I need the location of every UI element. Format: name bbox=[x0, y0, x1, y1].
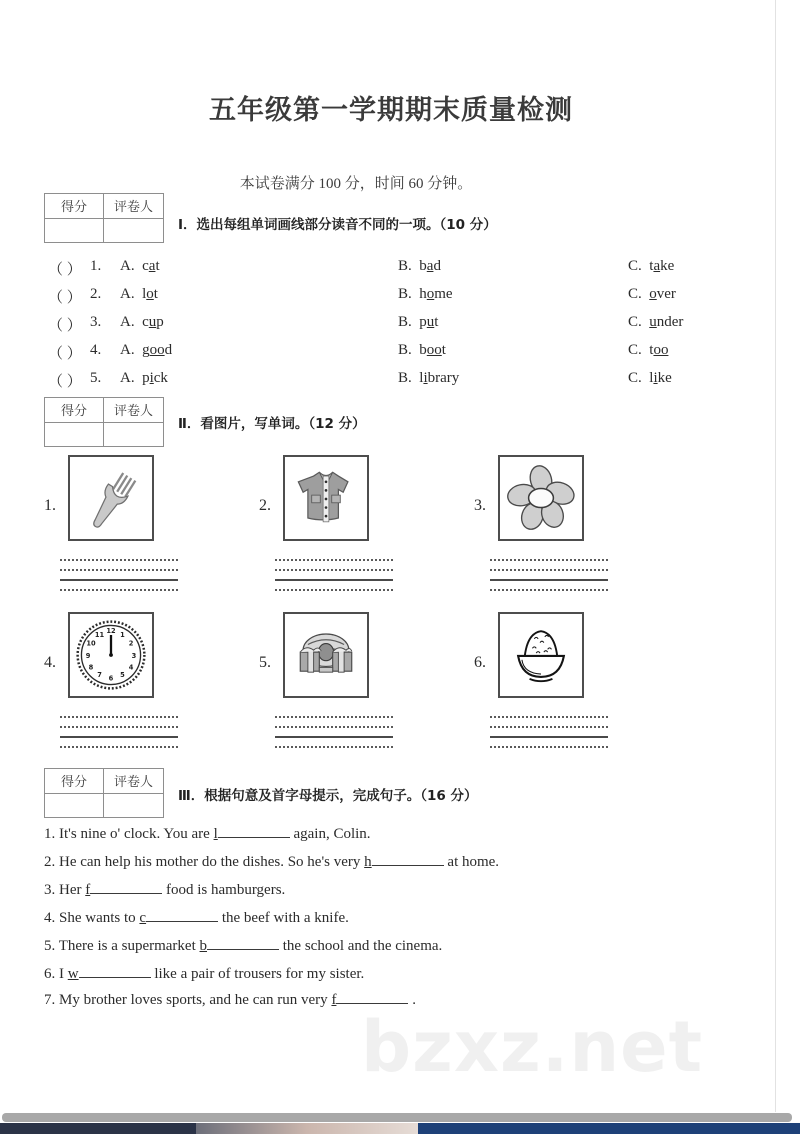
mc-b-underlined: i bbox=[423, 370, 428, 386]
mc-question-1 bbox=[48, 258, 748, 280]
mc-a-pre: p bbox=[142, 370, 150, 386]
svg-text:9: 9 bbox=[85, 651, 91, 660]
scorebox-header-row bbox=[45, 194, 163, 219]
fib-blank[interactable] bbox=[218, 837, 290, 838]
guide-line-2 bbox=[275, 726, 393, 728]
preview-strip-middle bbox=[196, 1123, 418, 1134]
mc-a-pre: c bbox=[142, 314, 149, 330]
svg-text:6: 6 bbox=[108, 674, 114, 683]
mc-a-post: d bbox=[164, 342, 173, 358]
mc-option-a-label: A. bbox=[120, 314, 135, 330]
mc-c-pre: t bbox=[649, 258, 654, 274]
fib-text-before: I bbox=[59, 966, 68, 982]
mc-answer-paren[interactable]: （ ） bbox=[48, 290, 82, 306]
section-heading-3: Ⅲ．根据句意及首字母提示，完成句子。（16 分） bbox=[178, 788, 478, 804]
mc-c-pre: l bbox=[649, 370, 654, 386]
mc-b-pre: h bbox=[419, 286, 427, 302]
mc-option-c[interactable] bbox=[628, 314, 683, 331]
mc-option-c[interactable] bbox=[628, 286, 676, 303]
scorebox-header-row bbox=[45, 769, 163, 794]
fib-item-5 bbox=[44, 938, 442, 955]
mc-option-c-label: C. bbox=[628, 314, 642, 330]
picture-item-6 bbox=[474, 612, 674, 762]
fib-number: 6. bbox=[44, 966, 56, 982]
fib-text-before: There is a supermarket bbox=[58, 938, 200, 954]
mc-option-b-label: B. bbox=[398, 258, 412, 274]
mc-b-post: d bbox=[433, 258, 441, 274]
fib-item-2 bbox=[44, 854, 499, 871]
picture-frame bbox=[283, 455, 369, 541]
handwriting-guide[interactable] bbox=[490, 716, 608, 750]
guide-line-3-baseline bbox=[60, 736, 178, 738]
picture-item-3 bbox=[474, 455, 674, 605]
mc-a-post: t bbox=[155, 258, 160, 274]
scorebox-value-grader[interactable] bbox=[104, 219, 163, 243]
mc-answer-paren[interactable]: （ ） bbox=[48, 318, 82, 334]
fib-text-before: He can help his mother do the dishes. So he's very bbox=[59, 854, 365, 870]
picture-frame bbox=[498, 612, 584, 698]
mc-option-a[interactable] bbox=[120, 258, 160, 275]
guide-line-1 bbox=[60, 716, 178, 718]
guide-line-3-baseline bbox=[490, 736, 608, 738]
mc-option-a[interactable] bbox=[120, 342, 172, 359]
fib-lead-letter: f bbox=[85, 882, 91, 898]
mc-number: 3. bbox=[90, 314, 102, 330]
mc-option-a-label: A. bbox=[120, 370, 135, 386]
preview-strip-right bbox=[418, 1123, 800, 1134]
rice-bowl-icon bbox=[500, 614, 582, 696]
mc-option-b-label: B. bbox=[398, 342, 412, 358]
guide-line-3-baseline bbox=[60, 579, 178, 581]
scorebox-value-score[interactable] bbox=[45, 794, 104, 818]
mc-c-post: nder bbox=[656, 314, 684, 330]
fib-text-after: the school and the cinema. bbox=[279, 938, 443, 954]
scorebox-header-row bbox=[45, 398, 163, 423]
exam-subtitle: 本试卷满分 100 分，时间 60 分钟。 bbox=[239, 176, 473, 192]
mc-a-pre: g bbox=[142, 342, 150, 358]
fib-number: 2. bbox=[44, 854, 56, 870]
fib-blank[interactable] bbox=[372, 865, 444, 866]
shirt-icon bbox=[285, 457, 367, 539]
guide-line-4 bbox=[275, 746, 393, 748]
guide-line-3-baseline bbox=[275, 736, 393, 738]
fib-text-before: She wants to bbox=[59, 910, 140, 926]
mc-number: 2. bbox=[90, 286, 102, 302]
fib-blank[interactable] bbox=[79, 977, 151, 978]
guide-line-4 bbox=[490, 746, 608, 748]
picture-item-2 bbox=[259, 455, 459, 605]
guide-line-2 bbox=[490, 726, 608, 728]
mc-option-c-label: C. bbox=[628, 342, 642, 358]
mc-a-post: p bbox=[156, 314, 164, 330]
fib-item-1 bbox=[44, 826, 371, 843]
picture-item-1 bbox=[44, 455, 244, 605]
fork-icon bbox=[70, 457, 152, 539]
mc-option-c-label: C. bbox=[628, 258, 642, 274]
mc-c-underlined: i bbox=[653, 370, 658, 386]
mc-option-c-label: C. bbox=[628, 370, 642, 386]
mc-c-underlined: o bbox=[649, 286, 657, 302]
picture-index: 6. bbox=[474, 654, 486, 671]
supermarket-icon bbox=[285, 614, 367, 696]
mc-a-underlined: o bbox=[146, 286, 154, 302]
fib-text-before: My brother loves sports, and he can run very bbox=[59, 992, 332, 1008]
picture-index: 5. bbox=[259, 654, 271, 671]
mc-option-b[interactable] bbox=[398, 370, 459, 387]
svg-text:3: 3 bbox=[131, 651, 137, 660]
mc-question-2 bbox=[48, 286, 748, 308]
fib-text-after: like a pair of trousers for my sister. bbox=[150, 966, 365, 982]
mc-a-post: t bbox=[153, 286, 158, 302]
mc-number: 1. bbox=[90, 258, 102, 274]
mc-option-a[interactable] bbox=[120, 286, 158, 303]
guide-line-3-baseline bbox=[275, 579, 393, 581]
mc-b-post: brary bbox=[427, 370, 460, 386]
fib-lead-letter: w bbox=[67, 966, 79, 982]
fib-lead-letter: b bbox=[199, 938, 208, 954]
mc-b-underlined: a bbox=[426, 258, 434, 274]
flower-icon bbox=[500, 457, 582, 539]
scorebox-header-score: 得分 bbox=[45, 398, 104, 422]
mc-b-underlined: o bbox=[426, 286, 435, 302]
fib-lead-letter: h bbox=[364, 854, 372, 870]
mc-option-b[interactable] bbox=[398, 286, 453, 303]
svg-text:5: 5 bbox=[120, 670, 125, 679]
mc-option-a-label: A. bbox=[120, 258, 135, 274]
mc-c-underlined: oo bbox=[653, 342, 669, 358]
fib-number: 4. bbox=[44, 910, 56, 926]
fib-number: 7. bbox=[44, 992, 56, 1008]
guide-line-3-baseline bbox=[490, 579, 608, 581]
mc-option-c-label: C. bbox=[628, 286, 642, 302]
mc-question-3 bbox=[48, 314, 748, 336]
picture-frame bbox=[498, 455, 584, 541]
mc-c-post: ke bbox=[660, 258, 675, 274]
svg-text:10: 10 bbox=[86, 639, 96, 648]
fib-blank[interactable] bbox=[336, 1003, 408, 1004]
picture-index: 3. bbox=[474, 497, 486, 514]
mc-number: 5. bbox=[90, 370, 102, 386]
fib-blank[interactable] bbox=[146, 921, 218, 922]
scorebox-value-row bbox=[45, 219, 163, 243]
page-title: 五年级第一学期期末质量检测 bbox=[209, 95, 573, 126]
mc-answer-paren[interactable]: （ ） bbox=[48, 374, 82, 390]
handwriting-guide[interactable] bbox=[60, 716, 178, 750]
site-watermark: bzxz.net bbox=[361, 1006, 704, 1088]
scorebox-header-grader: 评卷人 bbox=[113, 403, 153, 419]
guide-line-4 bbox=[490, 589, 608, 591]
mc-option-c[interactable] bbox=[628, 342, 668, 359]
mc-option-b[interactable] bbox=[398, 314, 438, 331]
picture-index: 2. bbox=[259, 497, 271, 514]
mc-a-pre: l bbox=[142, 286, 147, 302]
mc-c-underlined: a bbox=[653, 258, 661, 274]
mc-a-underlined: u bbox=[148, 314, 157, 330]
scorebox-header-grader: 评卷人 bbox=[113, 774, 153, 790]
guide-line-1 bbox=[275, 716, 393, 718]
fib-text-after: the beef with a knife. bbox=[218, 910, 349, 926]
svg-text:8: 8 bbox=[88, 663, 94, 672]
picture-frame bbox=[68, 455, 154, 541]
mc-b-post: me bbox=[434, 286, 453, 302]
scorebox-section-3 bbox=[44, 768, 164, 818]
svg-text:4: 4 bbox=[128, 663, 134, 672]
mc-b-post: t bbox=[434, 314, 439, 330]
mc-a-pre: c bbox=[142, 258, 149, 274]
mc-c-post: ke bbox=[657, 370, 672, 386]
mc-a-post: ck bbox=[153, 370, 168, 386]
picture-item-5 bbox=[259, 612, 459, 762]
picture-item-4 bbox=[44, 612, 244, 762]
guide-line-1 bbox=[490, 716, 608, 718]
handwriting-guide[interactable] bbox=[60, 559, 178, 593]
mc-option-a[interactable] bbox=[120, 314, 164, 331]
scorebox-header-grader: 评卷人 bbox=[113, 199, 153, 215]
mc-a-underlined: i bbox=[149, 370, 154, 386]
scorebox-value-grader[interactable] bbox=[104, 423, 163, 447]
fib-blank[interactable] bbox=[207, 949, 279, 950]
scorebox-value-row bbox=[45, 423, 163, 447]
fib-text-after: . bbox=[408, 992, 416, 1008]
section-heading-2: Ⅱ．看图片，写单词。（12 分） bbox=[178, 416, 366, 432]
mc-number: 4. bbox=[90, 342, 102, 358]
scorebox-value-row bbox=[45, 794, 163, 818]
scorebox-value-score[interactable] bbox=[45, 423, 104, 447]
mc-option-a-label: A. bbox=[120, 342, 135, 358]
guide-line-1 bbox=[60, 559, 178, 561]
mc-a-underlined: oo bbox=[149, 342, 165, 358]
mc-option-a-label: A. bbox=[120, 286, 135, 302]
guide-line-1 bbox=[275, 559, 393, 561]
fib-lead-letter: c bbox=[139, 910, 147, 926]
guide-line-1 bbox=[490, 559, 608, 561]
mc-answer-paren[interactable]: （ ） bbox=[48, 262, 82, 278]
handwriting-guide[interactable] bbox=[275, 559, 393, 593]
mc-b-pre: b bbox=[419, 258, 427, 274]
mc-b-underlined: oo bbox=[426, 342, 442, 358]
scorebox-section-2 bbox=[44, 397, 164, 447]
mc-b-underlined: u bbox=[426, 314, 435, 330]
mc-answer-paren[interactable]: （ ） bbox=[48, 346, 82, 362]
mc-a-underlined: a bbox=[148, 258, 156, 274]
fib-item-6 bbox=[44, 966, 364, 983]
scorebox-value-score[interactable] bbox=[45, 219, 104, 243]
picture-frame bbox=[283, 612, 369, 698]
mc-option-b-label: B. bbox=[398, 286, 412, 302]
picture-index: 1. bbox=[44, 497, 56, 514]
guide-line-4 bbox=[60, 746, 178, 748]
guide-line-2 bbox=[490, 569, 608, 571]
mc-option-c[interactable] bbox=[628, 370, 672, 387]
fib-text-before: It's nine o' clock. You are bbox=[59, 826, 214, 842]
svg-text:1: 1 bbox=[120, 630, 125, 639]
guide-line-2 bbox=[275, 569, 393, 571]
section-heading-1: Ⅰ．选出每组单词画线部分读音不同的一项。（10 分） bbox=[178, 217, 497, 233]
mc-b-pre: l bbox=[419, 370, 424, 386]
mc-option-b[interactable] bbox=[398, 342, 446, 359]
horizontal-scrollbar[interactable] bbox=[2, 1113, 792, 1122]
next-page-preview-strip bbox=[0, 1123, 800, 1134]
fib-text-after: again, Colin. bbox=[289, 826, 371, 842]
handwriting-guide[interactable] bbox=[490, 559, 608, 593]
mc-b-pre: b bbox=[419, 342, 427, 358]
svg-text:2: 2 bbox=[128, 639, 134, 648]
fib-item-3 bbox=[44, 882, 285, 899]
svg-text:11: 11 bbox=[94, 630, 105, 639]
fib-blank[interactable] bbox=[90, 893, 162, 894]
fib-number: 5. bbox=[44, 938, 56, 954]
scorebox-value-grader[interactable] bbox=[104, 794, 163, 818]
fib-number: 1. bbox=[44, 826, 56, 842]
fib-text-before: Her bbox=[59, 882, 86, 898]
picture-frame bbox=[68, 612, 154, 698]
fib-lead-letter: f bbox=[331, 992, 337, 1008]
guide-line-4 bbox=[275, 589, 393, 591]
mc-c-post: ver bbox=[656, 286, 676, 302]
mc-option-b-label: B. bbox=[398, 370, 412, 386]
fib-item-4 bbox=[44, 910, 349, 927]
handwriting-guide[interactable] bbox=[275, 716, 393, 750]
guide-line-2 bbox=[60, 726, 178, 728]
svg-text:7: 7 bbox=[97, 670, 102, 679]
mc-c-pre: t bbox=[649, 342, 654, 358]
mc-c-underlined: u bbox=[649, 314, 657, 330]
mc-b-pre: p bbox=[419, 314, 427, 330]
mc-question-4 bbox=[48, 342, 748, 364]
mc-question-5 bbox=[48, 370, 748, 392]
picture-index: 4. bbox=[44, 654, 56, 671]
fib-number: 3. bbox=[44, 882, 56, 898]
mc-b-post: t bbox=[441, 342, 446, 358]
clock-icon bbox=[70, 614, 152, 696]
fib-lead-letter: l bbox=[213, 826, 218, 842]
svg-text:12: 12 bbox=[106, 627, 116, 636]
fib-text-after: at home. bbox=[443, 854, 500, 870]
exam-paper bbox=[6, 0, 776, 1112]
scorebox-header-score: 得分 bbox=[45, 194, 104, 218]
scorebox-section-1 bbox=[44, 193, 164, 243]
fib-text-after: food is hamburgers. bbox=[162, 882, 286, 898]
mc-option-a[interactable] bbox=[120, 370, 168, 387]
mc-option-c[interactable] bbox=[628, 258, 674, 275]
guide-line-2 bbox=[60, 569, 178, 571]
guide-line-4 bbox=[60, 589, 178, 591]
mc-option-b[interactable] bbox=[398, 258, 441, 275]
scorebox-header-score: 得分 bbox=[45, 769, 104, 793]
mc-option-b-label: B. bbox=[398, 314, 412, 330]
